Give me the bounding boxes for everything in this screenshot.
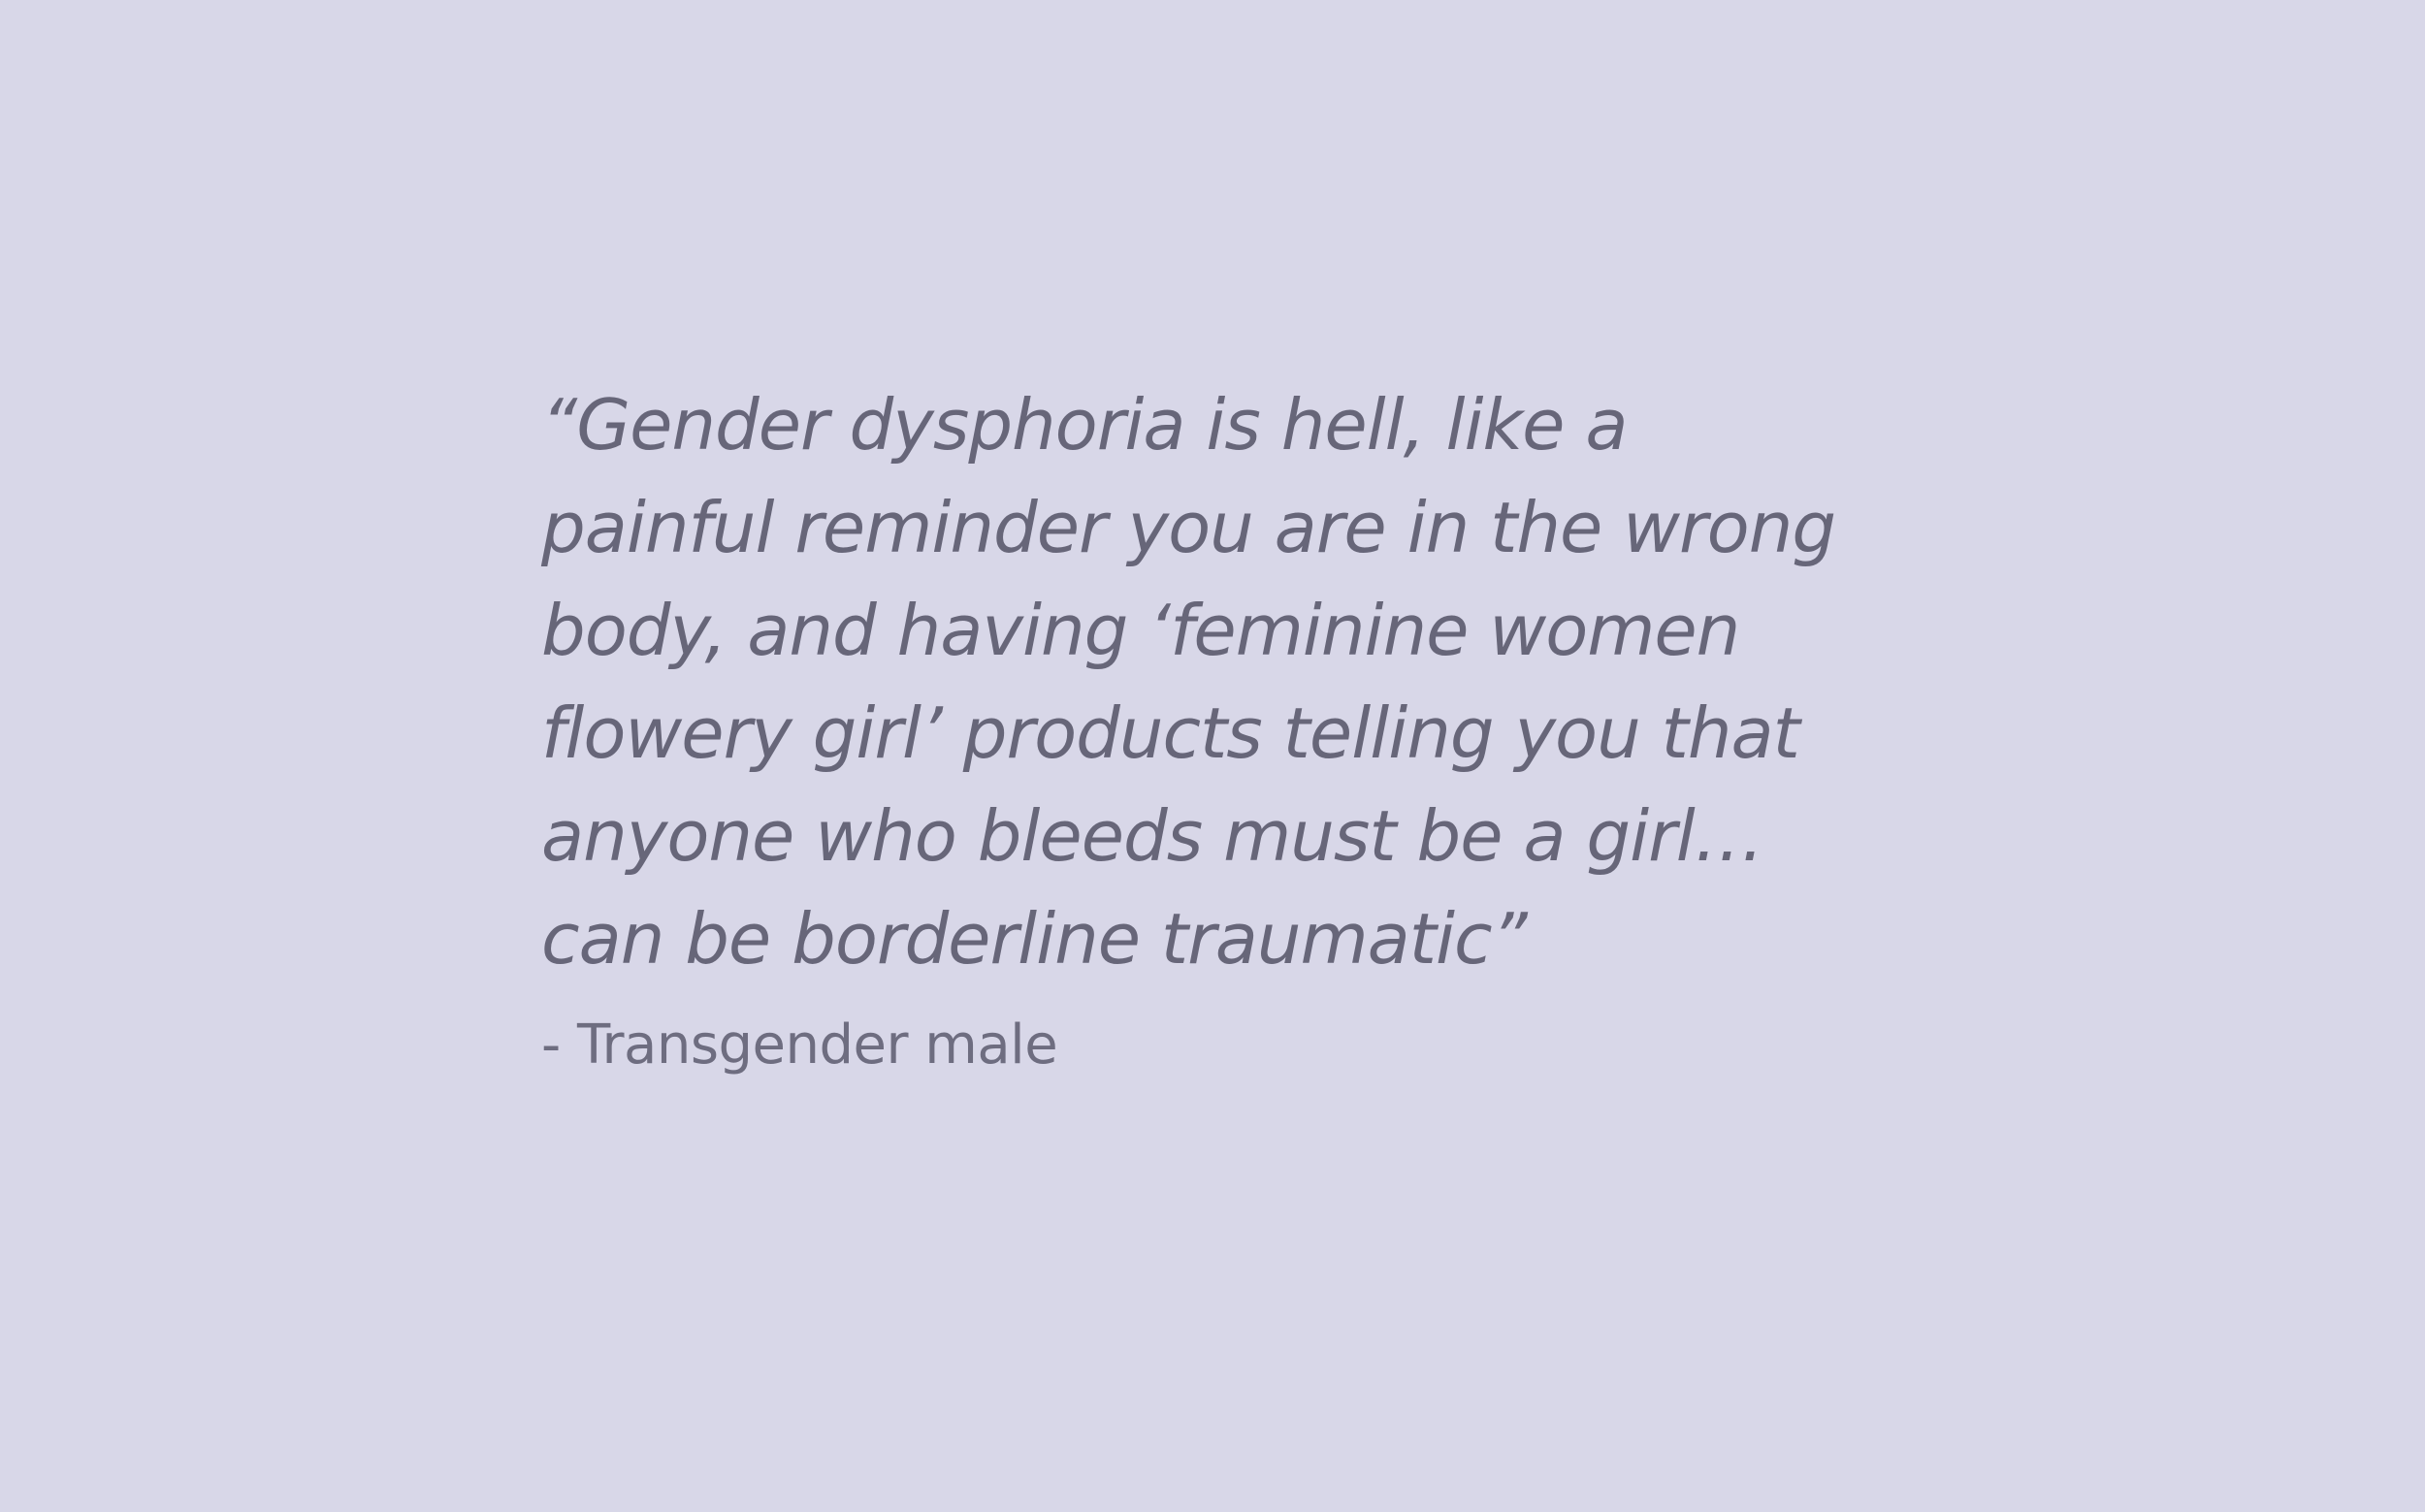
quote-line: anyone who bleeds must be a girl…: [541, 795, 1763, 877]
testimonial-quote: [541, 373, 1957, 1084]
quote-attribution: - Transgender male: [541, 1013, 1058, 1077]
quote-line: “Gender dysphoria is hell, like a: [541, 384, 1628, 466]
quote-line: can be borderline traumatic”: [541, 898, 1527, 980]
quote-line: flowery girl’ products telling you that: [541, 692, 1799, 774]
quote-line: painful reminder you are in the wrong: [541, 487, 1836, 568]
quote-line: body, and having ‘feminine women: [541, 590, 1740, 671]
